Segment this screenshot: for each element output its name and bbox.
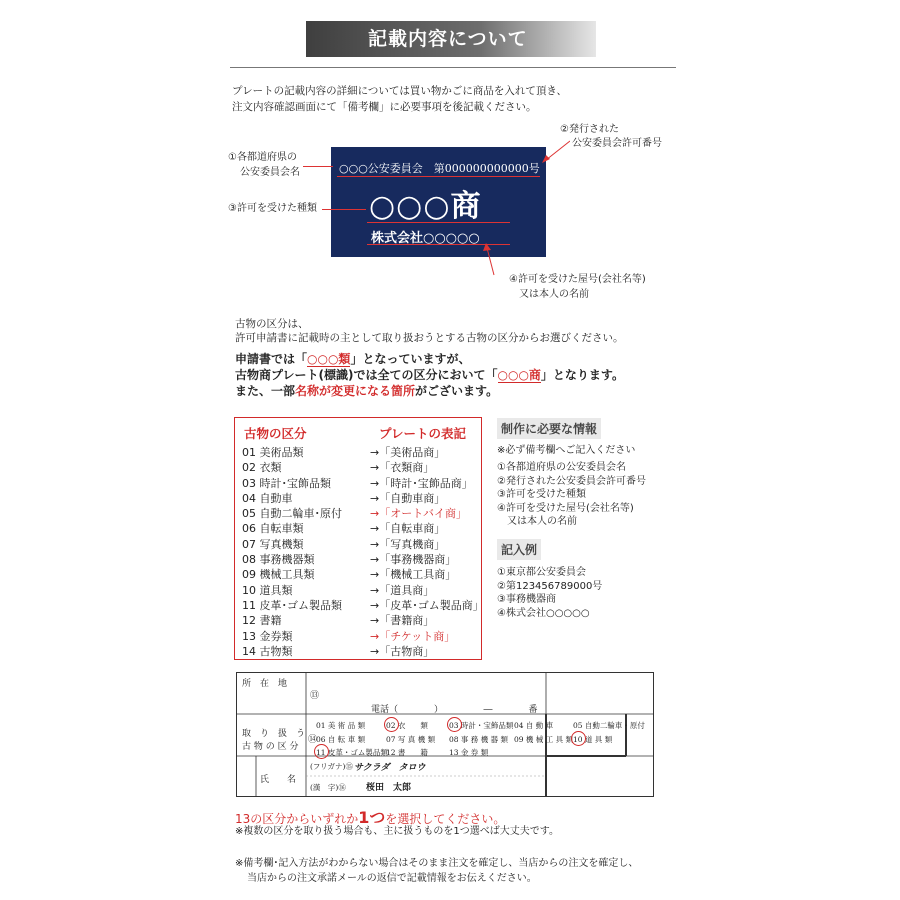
- intro-line-2: 注文内容確認画面にて「備考欄」に必要事項を後記載ください。: [232, 101, 537, 113]
- form-cat-04: 04 自 動 車: [514, 721, 554, 730]
- example-item: ①東京都公安委員会: [497, 567, 586, 578]
- footer-1c: を選択してください。: [385, 812, 506, 826]
- example-list: [497, 566, 602, 620]
- category-left: 08 事務機器類: [242, 553, 315, 567]
- notice-2a: 古物商プレート(標識)では全ての区分において「: [235, 368, 498, 382]
- form-circle-10: [571, 731, 586, 746]
- required-info-note: ※必ず備考欄へご記入ください: [497, 445, 636, 456]
- plate-sample: [331, 147, 546, 257]
- form-cat-01: 01 美 術 品 類: [316, 721, 366, 730]
- form-cat-13: 13 金 券 類: [449, 748, 489, 757]
- form-cat-12: 12 書 籍: [386, 748, 428, 757]
- form-cat-07: 07 写 真 機 類: [386, 735, 436, 744]
- category-right: →「皮革･ゴム製品商」: [370, 598, 484, 612]
- category-right: →「古物商」: [370, 644, 435, 658]
- form-circled-14: ⑭: [308, 735, 318, 745]
- category-left: 07 写真機類: [242, 537, 304, 551]
- callout-1a: ①各都道府県の: [228, 152, 297, 163]
- section-title: 記載内容について: [306, 21, 596, 57]
- example-item: ④株式会社○○○○○: [497, 607, 590, 619]
- plate-line-commission: ○○○公安委員会 第000000000000号: [339, 162, 540, 175]
- example-item: ②第123456789000号: [497, 580, 603, 592]
- footer-1b: 1つ: [358, 808, 386, 827]
- category-right: →「美術品商」: [370, 446, 446, 459]
- category-intro-2: 許可申請書に記載時の主として取り扱おうとする古物の区分からお選びください。: [235, 332, 624, 344]
- form-cat-11: 11 皮革・ゴム製品類: [316, 748, 388, 757]
- required-info-item: 又は本人の名前: [497, 516, 577, 527]
- form-handle-label-2: 古 物 の 区 分: [242, 742, 299, 752]
- callout-2a: ②発行された: [560, 124, 619, 135]
- required-info-item: ①各都道府県の公安委員会名: [497, 462, 626, 473]
- form-circle-11: [314, 744, 329, 759]
- category-left: 02 衣類: [242, 461, 282, 475]
- plate-line-name: 株式会社○○○○○: [371, 231, 480, 246]
- plate-underline-2: [367, 222, 510, 223]
- category-left: 09 機械工具類: [242, 568, 315, 582]
- form-cat-02: 02 衣 類: [386, 721, 428, 730]
- callout-2b: 公安委員会許可番号: [572, 138, 662, 149]
- form-cat-09: 09 機 械 工 具 類: [514, 735, 573, 744]
- title-divider: [230, 67, 676, 68]
- category-right: →「写真機商」: [370, 537, 446, 551]
- form-name-label: 氏 名: [260, 775, 297, 785]
- form-furigana-label: (フリガナ)⑮: [310, 762, 353, 771]
- footer-1a: 13の区分からいずれか: [235, 812, 359, 826]
- category-left: 10 道具類: [242, 583, 293, 597]
- category-right: →「書籍商」: [370, 614, 435, 628]
- plate-underline-1: [337, 176, 540, 177]
- callout-3-line: [322, 209, 366, 210]
- callout-1b: 公安委員会名: [240, 167, 300, 178]
- required-info-list: [497, 461, 646, 529]
- category-head-left: 古物の区分: [244, 426, 307, 441]
- category-left: 11 皮革･ゴム製品類: [242, 598, 342, 612]
- category-right: →「時計･宝飾品商」: [370, 476, 473, 490]
- form-tel: 電話（ ） ― 番: [371, 705, 538, 715]
- example-title: 記入例: [497, 539, 541, 560]
- form-address-label: 所 在 地: [242, 679, 288, 689]
- form-circled-13: ⑬: [310, 691, 320, 701]
- category-intro-1: 古物の区分は、: [235, 318, 309, 330]
- notice-3b: 名称が変更になる箇所: [295, 384, 416, 398]
- notice-1b: ○○○類: [307, 352, 351, 366]
- callout-4-arrow: [480, 243, 500, 277]
- notice-3a: また、一部: [235, 384, 296, 398]
- intro-line-1: プレートの記載内容の詳細については買い物かごに商品を入れて頂き、: [232, 85, 567, 97]
- callout-3: ③許可を受けた種類: [228, 203, 317, 214]
- callout-4a: ④許可を受けた屋号(会社名等): [509, 274, 646, 285]
- application-form-excerpt: [236, 672, 654, 797]
- form-kanji-value: 桜田 太郎: [366, 783, 412, 793]
- form-cat-06: 06 自 転 車 類: [316, 735, 366, 744]
- form-cat-05: 05 自動二輪車・原付: [573, 721, 645, 730]
- form-cat-08: 08 事 務 機 器 類: [449, 735, 508, 744]
- callout-4b: 又は本人の名前: [519, 289, 589, 300]
- notice-1c: 」となっていますが、: [350, 352, 471, 366]
- category-left: 04 自動車: [242, 491, 293, 505]
- form-circle-03: [447, 717, 462, 732]
- category-right: →「自動車商」: [370, 491, 446, 505]
- category-left: 01 美術品類: [242, 446, 304, 459]
- notice-3c: がございます。: [415, 384, 499, 398]
- required-info-item: ④許可を受けた屋号(会社名等): [497, 502, 634, 514]
- notice-line-1: [235, 351, 470, 368]
- required-info-item: ②発行された公安委員会許可番号: [497, 475, 646, 487]
- plate-line-type: ○○○商: [369, 189, 482, 224]
- notice-2b: ○○○商: [497, 368, 541, 382]
- category-left: 14 古物類: [242, 644, 293, 658]
- category-right: →「オートバイ商」: [370, 507, 467, 521]
- footer-line-4: 当店からの注文承諾メールの返信で記載情報をお伝えください。: [247, 873, 537, 884]
- category-left: 13 金券類: [242, 629, 293, 643]
- form-kanji-label: (漢 字)⑯: [310, 783, 346, 792]
- category-right: →「道具商」: [370, 583, 435, 597]
- category-right: →「チケット商」: [370, 629, 456, 643]
- callout-1-line: [303, 166, 333, 167]
- form-handle-label-1: 取 り 扱 う: [242, 729, 306, 739]
- category-left: 05 自動二輪車･原付: [242, 507, 342, 521]
- footer-line-3: ※備考欄･記入方法がわからない場合はそのまま注文を確定し、当店からの注文を確定し、: [235, 858, 639, 869]
- category-head-right: プレートの表記: [379, 426, 467, 441]
- form-furigana-value: サクラダ タロウ: [354, 763, 426, 773]
- category-right: →「機械工具商」: [370, 568, 457, 582]
- form-circle-02: [384, 717, 399, 732]
- category-left: 12 書籍: [242, 614, 282, 628]
- category-right: →「衣類商」: [370, 461, 435, 475]
- category-left: 03 時計･宝飾品類: [242, 476, 331, 490]
- notice-2c: 」となります。: [540, 368, 624, 382]
- category-table: [234, 417, 482, 660]
- notice-line-3: [235, 383, 498, 400]
- notice-1a: 申請書では「: [235, 352, 308, 366]
- example-item: ③事務機器商: [497, 594, 556, 605]
- required-info-title: 制作に必要な情報: [497, 418, 601, 439]
- category-right: →「事務機器商」: [370, 553, 457, 567]
- callout-2-arrow: [540, 140, 570, 164]
- footer-line-2: ※複数の区分を取り扱う場合も、主に扱うものを1つ選べば大丈夫です。: [235, 826, 559, 837]
- form-cat-10: 10 道 具 類: [573, 735, 613, 744]
- notice-line-2: [235, 367, 624, 384]
- form-cat-03: 03 時計・宝飾品類: [449, 721, 514, 730]
- category-right: →「自転車商」: [370, 522, 446, 536]
- category-left: 06 自転車類: [242, 522, 304, 536]
- required-info-item: ③許可を受けた種類: [497, 489, 586, 500]
